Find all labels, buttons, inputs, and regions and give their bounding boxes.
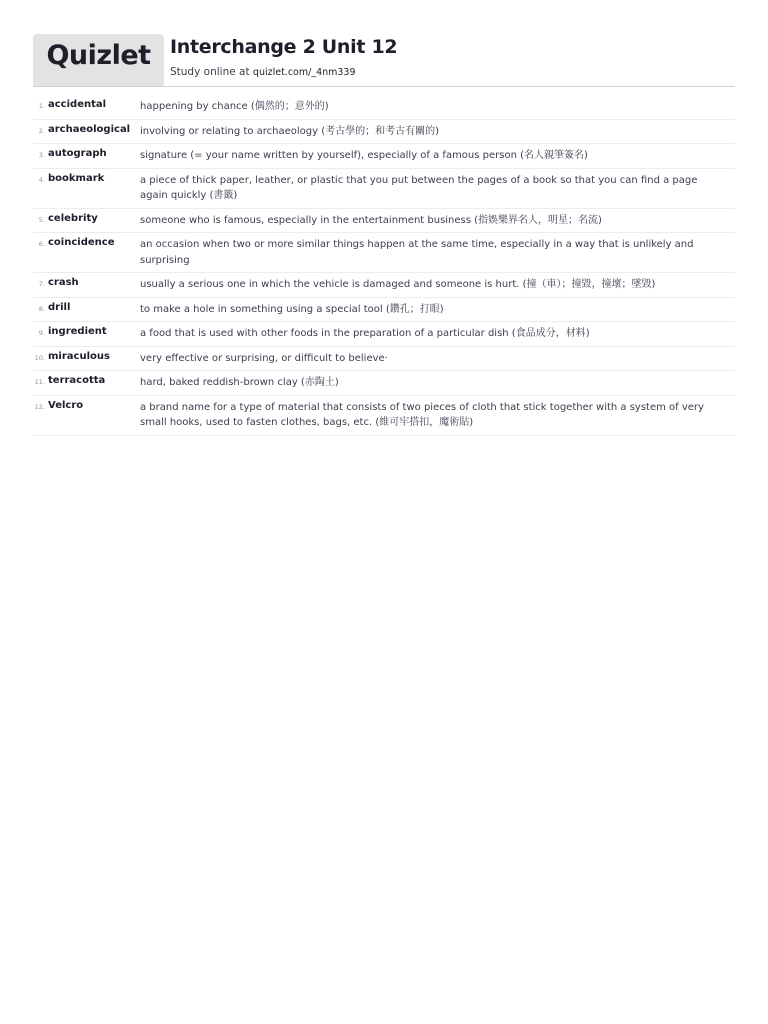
term-word: coincidence — [48, 237, 115, 248]
term-definition: usually a serious one in which the vehicle is damaged and someone is hurt. (撞（車）；撞毀，撞壞；墜毀) — [140, 279, 656, 290]
term-definition: to make a hole in something using a special tool (鑽孔；打眼) — [140, 303, 444, 315]
term-word: autograph — [48, 148, 107, 159]
term-row — [33, 322, 735, 347]
term-row — [33, 120, 735, 145]
term-definition: an occasion when two or more similar things happen at the same time, especially in a way that is unlikely and surprising — [140, 239, 694, 266]
term-number: 2. — [38, 126, 45, 135]
term-definition: a brand name for a type of material that consists of two pieces of cloth that stick together with a system of very small hooks, used to fasten clothes, bags, etc. (維可牢搭扣，魔術貼) — [140, 401, 704, 428]
term-number: 10. — [34, 353, 45, 362]
study-online-line — [170, 66, 356, 78]
term-row — [33, 273, 735, 298]
page-header — [33, 34, 735, 87]
term-definition: happening by chance (偶然的；意外的) — [140, 101, 329, 112]
term-row — [33, 298, 735, 323]
term-number: 8. — [38, 304, 45, 313]
term-word: miraculous — [48, 350, 110, 362]
set-title: Interchange 2 Unit 12 — [170, 36, 398, 58]
term-number: 4. — [38, 175, 45, 184]
term-row — [33, 233, 735, 273]
term-number: 1. — [38, 102, 45, 110]
term-number: 12. — [34, 402, 45, 411]
term-definition: very effective or surprising, or difficult to believe· — [140, 352, 388, 364]
term-definition: signature (= your name written by yourself), especially of a famous person (名人親筆簽名) — [140, 150, 588, 161]
term-row — [33, 144, 735, 169]
study-prefix: Study online at — [170, 66, 250, 78]
term-definition: involving or relating to archaeology (考古學的；和考古有關的) — [140, 125, 440, 137]
term-number: 11. — [34, 378, 45, 386]
term-word: accidental — [48, 99, 107, 110]
term-row — [33, 347, 735, 372]
term-word: bookmark — [48, 172, 105, 184]
term-row — [33, 169, 735, 209]
term-row — [33, 371, 735, 396]
term-word: archaeological — [48, 123, 131, 135]
term-number: 7. — [38, 280, 45, 288]
term-definition: a piece of thick paper, leather, or plastic that you put between the pages of a book so that you can find a page again quickly (書籤) — [140, 174, 698, 201]
term-word: Velcro — [48, 399, 84, 411]
term-definition: hard, baked reddish-brown clay (赤陶土) — [140, 377, 339, 388]
term-word: drill — [48, 301, 71, 313]
term-row — [33, 95, 735, 120]
term-row — [33, 209, 735, 234]
term-number: 6. — [38, 240, 45, 248]
study-url: quizlet.com/_4nm339 — [252, 67, 356, 78]
term-row — [33, 396, 735, 436]
quizlet-logo — [33, 34, 164, 86]
term-definition: a food that is used with other foods in the preparation of a particular dish (食品成分，材料) — [140, 328, 590, 339]
term-word: crash — [48, 277, 79, 288]
logo-text: Quizlet — [46, 40, 151, 71]
term-list — [33, 95, 735, 436]
term-word: ingredient — [48, 326, 107, 337]
term-number: 9. — [38, 329, 45, 337]
term-number: 3. — [38, 151, 45, 159]
term-number: 5. — [38, 215, 45, 224]
term-definition: someone who is famous, especially in the entertainment business (指娛樂界名人，明星；名流) — [140, 214, 602, 226]
term-word: terracotta — [48, 375, 106, 386]
term-word: celebrity — [48, 212, 98, 224]
